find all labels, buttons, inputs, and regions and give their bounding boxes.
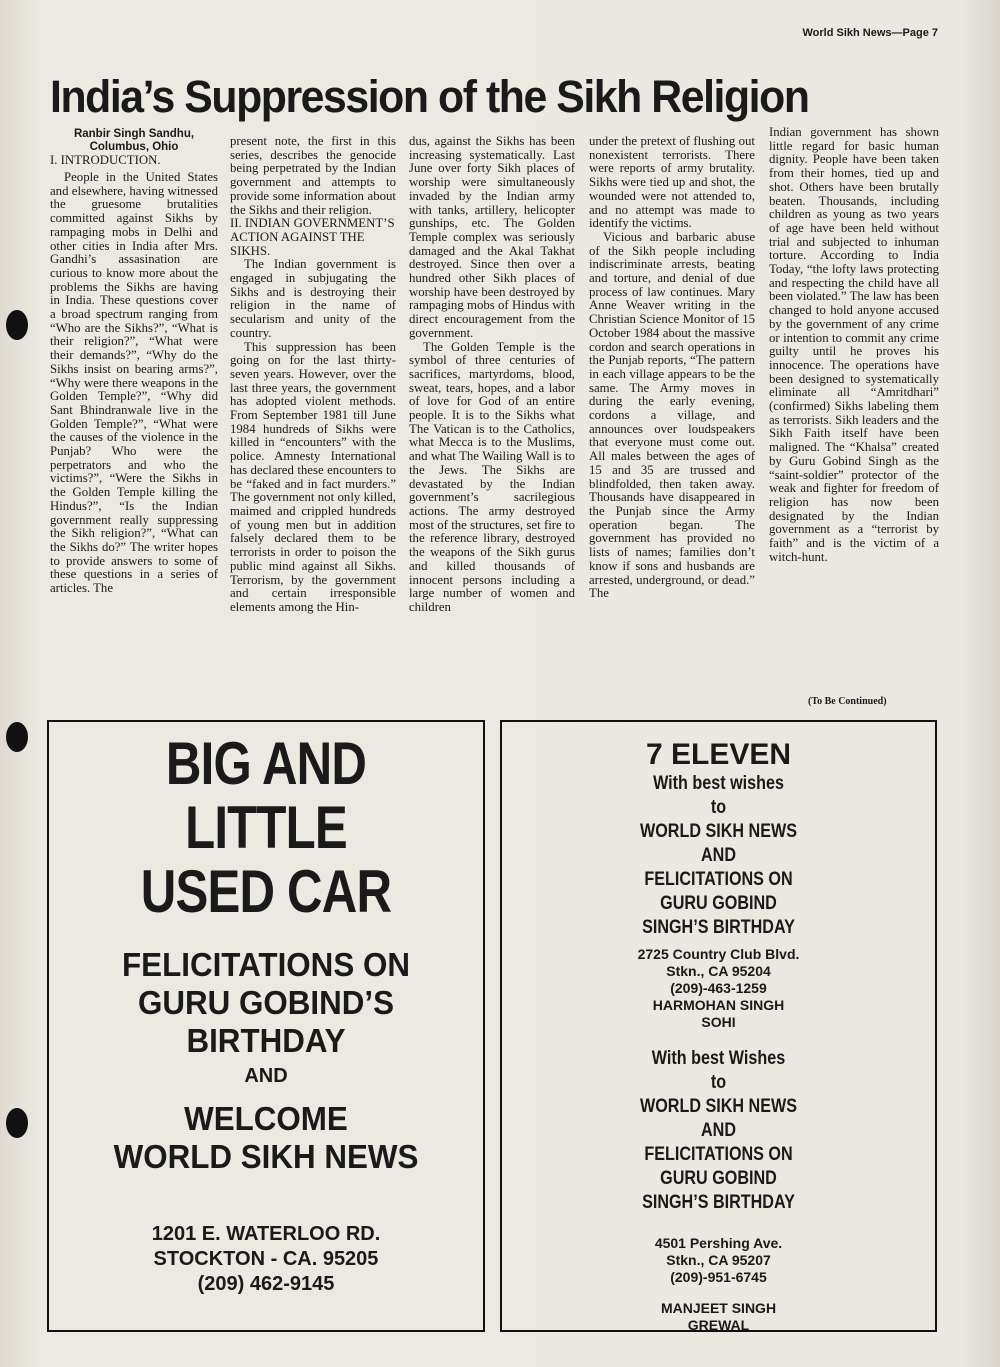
article-column-1-body — [50, 171, 218, 710]
ad-felicitation-line: FELICITATIONS ON — [644, 869, 793, 890]
section-heading: I. INTRODUCTION. — [50, 153, 161, 167]
ad-welcome-line: WELCOME — [184, 1100, 348, 1137]
ad-phone: (209)-463-1259 — [670, 980, 767, 996]
byline-place: Columbus, Ohio — [89, 141, 179, 153]
ad-second-greeting — [502, 1047, 935, 1215]
ad-street: 2725 Country Club Blvd. — [637, 946, 800, 962]
ad-owner: GREWAL — [687, 1317, 750, 1333]
seven-eleven-advertisement — [500, 720, 937, 1332]
ad-felicitation-line: FELICITATIONS ON — [122, 946, 410, 983]
ad-name-line: LITTLE — [185, 794, 347, 861]
ad-and: AND — [700, 845, 736, 866]
byline-name: Ranbir Singh Sandhu, — [73, 128, 195, 140]
ad-felicitation-line: BIRTHDAY — [186, 1022, 346, 1059]
ad-felicitation-line: GURU GOBIND — [660, 893, 777, 914]
ad-to: to — [710, 797, 727, 818]
ad-felicitation-line: GURU GOBIND’S — [137, 984, 395, 1021]
ad-city: Stkn., CA 95204 — [666, 963, 771, 979]
ad-phone: (209) 462-9145 — [197, 1273, 335, 1295]
article-column-2 — [230, 135, 396, 710]
ad-contact-1 — [502, 946, 935, 1031]
ad-felicitations — [49, 946, 483, 1088]
ad-city: Stkn., CA 95207 — [666, 1252, 771, 1268]
paragraph: present note, the first in this series, describes the genocide being perpetrated by the Indian government and attempts to provide some information about the Sikhs and their religion. — [230, 135, 396, 217]
continued-note: (To Be Continued) — [808, 696, 887, 707]
paragraph: The Golden Temple is the symbol of three centuries of sacrifices, martyrdoms, blood, sweat, tears, hopes, and a labor of love for God of an entire people. It is to the Sikhs what The Vatican is to the Catholics, what Mecca is to the Muslims, and what The Wailing Wall is to the Jews. The Sikhs are devastated by the Indian government’s sacrilegious actions. The army destroyed most of the structures, set fire to the reference library, destroyed the weapons of the Sikh gurus and killed thousands of innocent persons including a large number of women and children — [409, 339, 575, 614]
ad-owner: SOHI — [701, 1014, 736, 1030]
ad-street: 1201 E. WATERLOO RD. — [151, 1223, 381, 1245]
ad-business-name — [49, 732, 483, 924]
headline: India’s Suppression of the Sikh Religion — [50, 71, 809, 122]
ad-and: AND — [700, 1120, 736, 1141]
ad-owner-block — [502, 1300, 935, 1334]
article-column-4 — [589, 135, 755, 710]
paragraph: This suppression has been going on for the last thirty-seven years. However, over the last three years, the government has adopted violent methods. From September 1981 till June 1984 hundreds of Sikhs were killed in “encounters” with the police. Amnesty International has declared these encounters to be “faked and in fact murders.” The government not only killed, maimed and crippled hundreds of young men but in addition falsely declared them to be terrorists in order to poison the public mind against all Sikhs. Terrorism, by the government and certain irresponsible elements among the Hin- — [230, 339, 396, 614]
ad-wish: With best Wishes — [651, 1048, 786, 1069]
paragraph: The Indian government is engaged in subjugating the Sikhs and is destroying their religion in the name of secularism and unity of the country. — [230, 257, 396, 340]
ad-contact-2 — [502, 1235, 935, 1334]
article-column-3 — [409, 135, 575, 710]
paragraph: People in the United States and elsewhere, having witnessed the gruesome brutalities committed against Sikhs by rampaging mobs in Delhi and other cities in India after Mrs. Gandhi’s assasination are curious to know more about the problems the Sikhs are having in India. These questions cover a broad spectrum ranging from “Who are the Sikhs?”, “What is their religion?”, “What were their demands?”, “Why do the Sikhs insist on bearing arms?”, “Why were there weapons in the Golden Temple?”, “Why did Sant Bhindranwale live in the Golden Temple?”, “What were the causes of the violence in the Punjab? Who were the perpetrators and who the victims?”, “Were the Sikhs in the Golden Temple killing the Hindus?”, “Is the Indian government really suppressing the Sikh religion?”, “What can the Sikhs do?” The writer hopes to provide answers to some of these questions in a series of articles. The — [50, 171, 218, 596]
ad-recipient: WORLD SIKH NEWS — [639, 1096, 798, 1117]
section-heading: II. INDIAN GOVERNMENT’S ACTION AGAINST THE SIKHS. — [230, 216, 395, 258]
ad-owner: HARMOHAN SINGH — [652, 997, 785, 1013]
paragraph: dus, against the Sikhs has been increasing systematically. Last June over forty Sikh places of worship were simultaneously invaded by the Indian army with tanks, artillery, helicopter gunships, etc. The Golden Temple complex was seriously damaged and the Akal Takhat destroyed. Since then over a hundred other Sikh places of worship have been destroyed by rampaging mobs of Hindus with direct encouragement from the government. — [409, 135, 575, 340]
ad-wish: With best wishes — [653, 773, 784, 794]
paragraph: Indian government has shown little regard for basic human dignity. People have been taken from their homes, tied up and shot. Others have been brutally beaten. Thousands, including children as young as two years of age have been held without trial and subjected to inhuman torture. According to India Today, “the lofty laws protecting and respecting the child have all been violated.” The law has been changed to hold anyone accused by the government of any crime or intention to commit any crime guilty until he proves his innocence. The operations have been designed to systematically eliminate all “Amritdhari” (confirmed) Sikhs labeling them as terrorists. Sikh leaders and the Sikh Faith itself have been maligned. The “Khalsa” created by Guru Gobind Singh as the “saint-soldier” protector of the weak and fighter for freedom of religion has now been designated by the Indian government as a “terrorist by faith” and is the victim of a witch-hunt. — [769, 126, 939, 564]
ad-felicitation-line: GURU GOBIND — [660, 1168, 777, 1189]
ad-address — [49, 1222, 483, 1297]
byline — [50, 128, 218, 154]
ad-name-line: USED CAR — [140, 858, 392, 925]
binder-hole — [6, 310, 28, 340]
paragraph: Vicious and barbaric abuse of the Sikh people including indiscriminate arrests, beating and torture, and denial of due process of law continues. Mary Anne Weaver writing in the Christian Science Monitor of 15 October 1984 about the massive cordon and search operations in the Punjab reports, “The pattern in each village appears to be the same. The Army moves in during the early evening, cordons a village, and announces over loudspeakers that everyone must come out. All males between the ages of 15 and 35 are trussed and blindfolded, then taken away. Thousands have disappeared in the Punjab since the Army operation began. The government has provided no lists of names; families don’t know if sons and husbands are arrested, underground, or dead.” The — [589, 229, 755, 601]
binder-hole — [6, 1108, 28, 1138]
ad-street: 4501 Pershing Ave. — [654, 1235, 783, 1251]
ad-phone: (209)-951-6745 — [670, 1269, 767, 1285]
ad-welcome-line: WORLD SIKH NEWS — [113, 1138, 419, 1175]
running-head: World Sikh News—Page 7 — [802, 27, 938, 39]
ad-city: STOCKTON - CA. 95205 — [153, 1248, 379, 1270]
ad-name-line: BIG AND — [165, 730, 367, 797]
ad-and: AND — [244, 1065, 288, 1087]
ad-felicitation-line: SINGH’S BIRTHDAY — [642, 917, 795, 938]
ad-to: to — [710, 1072, 727, 1093]
ad-welcome — [49, 1100, 483, 1176]
binder-hole — [6, 722, 28, 752]
ad-felicitation-line: FELICITATIONS ON — [644, 1144, 793, 1165]
paragraph: under the pretext of flushing out nonexistent terrorists. There were reports of army brutality. Sikhs were tied up and shot, the wounded were not attended to, and no attempt was made to identify the victims. — [589, 135, 755, 231]
used-car-advertisement — [47, 720, 485, 1332]
article-column-5 — [769, 126, 939, 692]
ad-owner: MANJEET SINGH — [660, 1300, 777, 1316]
ad-recipient: WORLD SIKH NEWS — [639, 821, 798, 842]
ad-store-name: 7 ELEVEN — [645, 738, 792, 771]
ad-felicitation-line: SINGH’S BIRTHDAY — [642, 1192, 795, 1213]
